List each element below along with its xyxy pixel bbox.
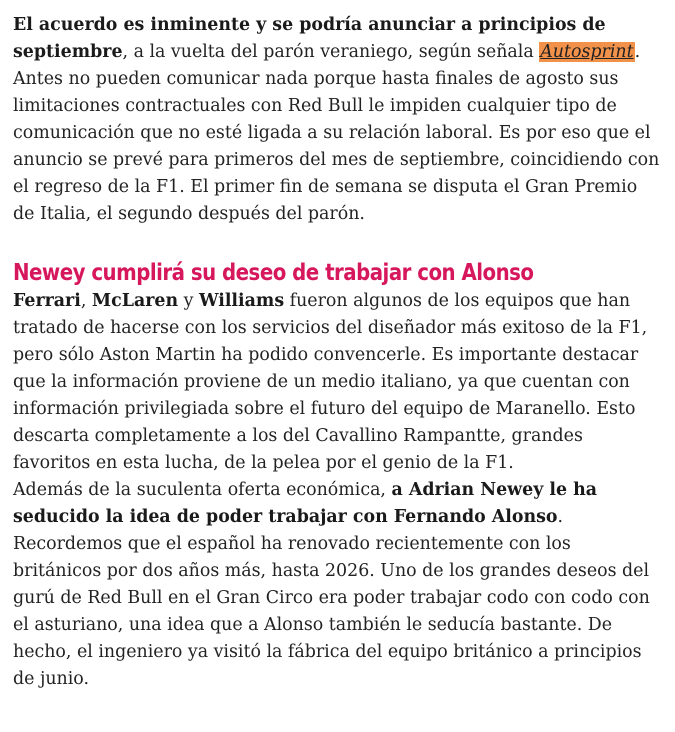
- section-subheading: Newey cumplirá su deseo de trabajar con Alonso: [13, 260, 534, 286]
- team-ferrari: Ferrari: [13, 291, 81, 311]
- team-separator-1: ,: [80, 291, 92, 311]
- paragraph-1-text-after-link: . Antes no pueden comunicar nada porque hasta finales de agosto sus limitaciones contractuales con Red Bull le impiden cualquier tipo de comunicación que no esté ligada a su relación laboral. Es por eso que el anuncio se prevé para primeros del mes de septiembre, coincidiendo con el regreso de la F1. El primer fin de semana se disputa el Gran Premio de Italia, el segundo después del parón.: [13, 42, 660, 224]
- paragraph-3-text-after-bold: . Recordemos que el español ha renovado recientemente con los británicos por dos años más, hasta 2026. Uno de los grandes deseos del gurú de Red Bull en el Gran Circo era poder trabajar codo con codo con el asturiano, una idea que a Alonso también le seducía bastante. De hecho, el ingeniero ya visitó la fábrica del equipo británico a principios de junio.: [13, 507, 650, 689]
- article-paragraph-3: [13, 477, 663, 693]
- paragraph-1-bold-lead: El acuerdo es inminente y se podría anunciar a principios de septiembre: [13, 15, 606, 62]
- article-paragraph-1: [13, 12, 663, 228]
- paragraph-2-text: fueron algunos de los equipos que han tratado de hacerse con los servicios del diseñador más exitoso de la F1, pero sólo Aston Martin ha podido convencerle. Es importante destacar que la información proviene de un medio italiano, ya que cuentan con información privilegiada sobre el futuro del equipo de Maranello. Esto descarta completamente a los del Cavallino Rampantte, grandes favoritos en esta lucha, de la pelea por el genio de la F1.: [13, 291, 648, 473]
- team-separator-2: y: [178, 291, 199, 311]
- paragraph-1-text-before-link: , a la vuelta del parón veraniego, según señala: [122, 42, 540, 62]
- paragraph-3-bold-highlight: a Adrian Newey le ha seducido la idea de poder trabajar con Fernando Alonso: [13, 480, 598, 527]
- article-body: [13, 12, 663, 693]
- team-williams: Williams: [199, 291, 285, 311]
- paragraph-3-text-before-bold: Además de la suculenta oferta económica,: [13, 480, 392, 500]
- article-paragraph-2: [13, 288, 663, 477]
- autosprint-source-link[interactable]: Autosprint: [540, 42, 634, 62]
- team-mclaren: McLaren: [91, 291, 179, 311]
